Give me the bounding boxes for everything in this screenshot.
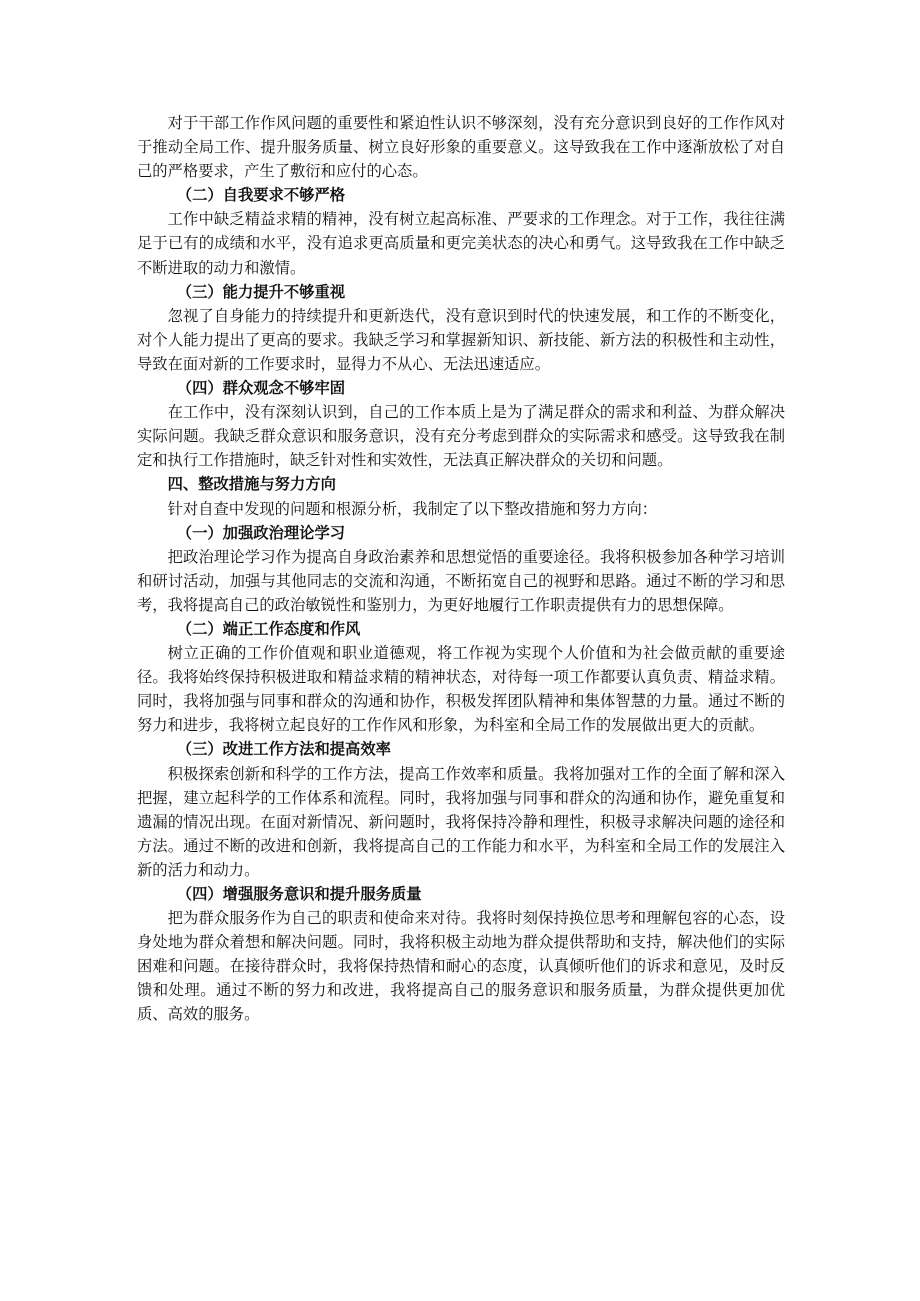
- paragraph: 工作中缺乏精益求精的精神，没有树立起高标准、严要求的工作理念。对于工作，我往往满足于已有的成绩和水平，没有追求更高质量和更完美状态的决心和勇气。这导致我在工作中缺乏不断进取的动力和激情。: [137, 210, 785, 277]
- paragraph: 忽视了自身能力的持续提升和更新迭代，没有意识到时代的快速发展，和工作的不断变化，对个人能力提出了更高的要求。我缺乏学习和掌握新知识、新技能、新方法的积极性和主动性，导致在面对新的工作要求时，显得力不从心、无法迅速适应。: [137, 306, 785, 373]
- section-heading: （三）改进工作方法和提高效率: [176, 740, 391, 759]
- section-heading: （四）增强服务意识和提升服务质量: [176, 885, 422, 903]
- paragraph: 对于干部工作作风问题的重要性和紧迫性认识不够深刻，没有充分意识到良好的工作作风对于推动全局工作、提升服务质量、树立良好形象的重要意义。这导致我在工作中逐渐放松了对自己的严格要求，产生了敷衍和应付的心态。: [137, 114, 785, 181]
- section-heading: （三）能力提升不够重视: [176, 282, 346, 301]
- section-heading: （一）加强政治理论学习: [176, 523, 346, 542]
- section-heading: （四）群众观念不够牢固: [176, 379, 346, 398]
- paragraph: 在工作中，没有深刻认识到，自己的工作本质上是为了满足群众的需求和利益、为群众解决实际问题。我缺乏群众意识和服务意识，没有充分考虑到群众的实际需求和感受。这导致我在制定和执行工作措施时，缺乏针对性和实效性，无法真正解决群众的关切和问题。: [137, 403, 785, 470]
- paragraph: 针对自查中发现的问题和根源分析，我制定了以下整改措施和努力方向：: [167, 499, 658, 518]
- section-heading: （二）端正工作态度和作风: [176, 619, 361, 638]
- chapter-heading: 四、整改措施与努力方向: [167, 475, 336, 494]
- paragraph: 把政治理论学习作为提高自身政治素养和思想觉悟的重要途径。我将积极参加各种学习培训和研讨活动，加强与其他同志的交流和沟通，不断拓宽自己的视野和思路。通过不断的学习和思考，我将提高自己的政治敏锐性和鉴别力，为更好地履行工作职责提供有力的思想保障。: [137, 547, 785, 614]
- paragraph: 把为群众服务作为自己的职责和使命来对待。我将时刻保持换位思考和理解包容的心态，设身处地为群众着想和解决问题。同时，我将积极主动地为群众提供帮助和支持，解决他们的实际困难和问题。在接待群众时，我将保持热情和耐心的态度，认真倾听他们的诉求和意见，及时反馈和处理。通过不断的努力和改进，我将提高自己的服务意识和服务质量，为群众提供更加优质、高效的服务。: [137, 909, 785, 1024]
- section-heading: （二）自我要求不够严格: [176, 186, 346, 205]
- document-body: [137, 111, 785, 1027]
- paragraph: 树立正确的工作价值观和职业道德观，将工作视为实现个人价值和为社会做贡献的重要途径。我将始终保持积极进取和精益求精的精神状态，对待每一项工作都要认真负责、精益求精。同时，我将加强与同事和群众的沟通和协作，积极发挥团队精神和集体智慧的力量。通过不断的努力和进步，我将树立起良好的工作作风和形象，为科室和全局工作的发展做出更大的贡献。: [137, 644, 785, 735]
- paragraph: 积极探索创新和科学的工作方法，提高工作效率和质量。我将加强对工作的全面了解和深入把握，建立起科学的工作体系和流程。同时，我将加强与同事和群众的沟通和协作，避免重复和遗漏的情况出现。在面对新情况、新问题时，我将保持冷静和理性，积极寻求解决问题的途径和方法。通过不断的改进和创新，我将提高自己的工作能力和水平，为科室和全局工作的发展注入新的活力和动力。: [137, 764, 785, 879]
